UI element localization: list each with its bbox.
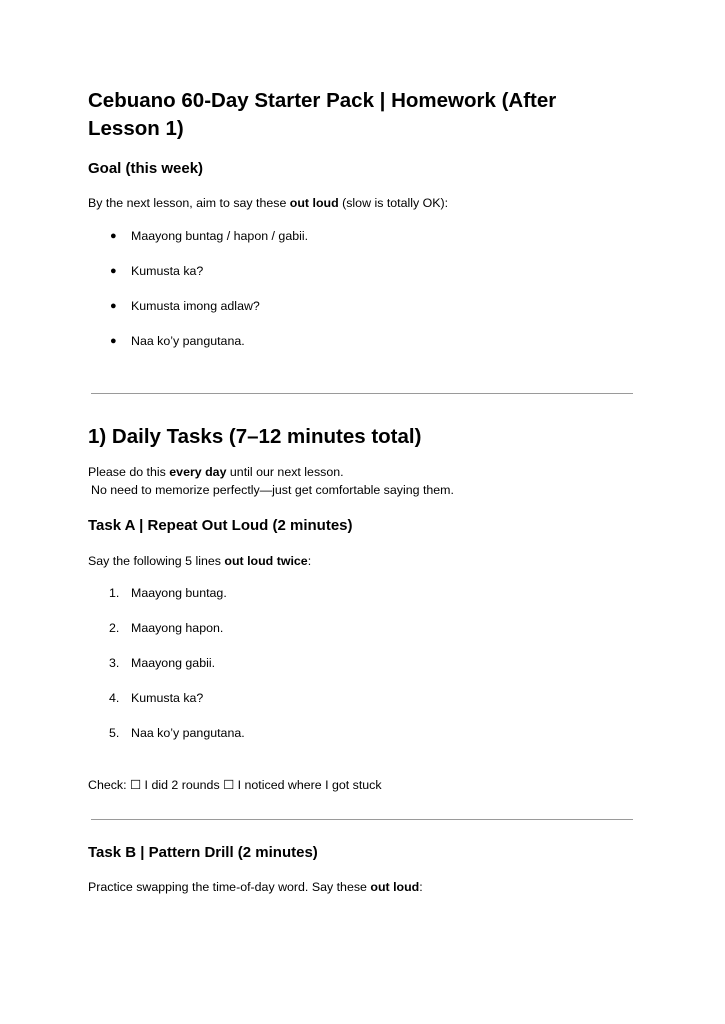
daily-intro-line-1: Please do this every day until our next lesson. <box>88 465 344 479</box>
daily-intro-line-2: No need to memorize perfectly—just get comfortable saying them. <box>91 483 454 497</box>
bullet-icon: ● <box>110 265 117 277</box>
task-a-check: Check: ☐ I did 2 rounds ☐ I noticed where I got stuck <box>88 778 382 792</box>
list-item: ● Kumusta ka? <box>110 264 204 278</box>
page-title <box>88 87 556 143</box>
list-item: 2. Maayong hapon. <box>109 621 224 635</box>
task-b-heading: Task B | Pattern Drill (2 minutes) <box>88 844 318 861</box>
task-a-heading: Task A | Repeat Out Loud (2 minutes) <box>88 517 353 534</box>
goal-list <box>88 227 648 350</box>
list-number: 3. <box>109 656 120 670</box>
section-divider <box>91 393 633 394</box>
bullet-icon: ● <box>110 300 117 312</box>
list-number: 5. <box>109 726 120 740</box>
list-number: 4. <box>109 691 120 705</box>
list-item: 4. Kumusta ka? <box>109 691 204 705</box>
task-b-intro: Practice swapping the time-of-day word. Say these out loud: <box>88 880 423 894</box>
goal-intro: By the next lesson, aim to say these out loud (slow is totally OK): <box>88 196 449 210</box>
list-item: 1. Maayong buntag. <box>109 586 227 600</box>
task-a-intro: Say the following 5 lines out loud twice: <box>88 554 312 568</box>
task-a-list <box>88 584 648 742</box>
page-title-line-2: Lesson 1) <box>88 117 184 140</box>
list-item: 3. Maayong gabii. <box>109 656 216 670</box>
list-item: ● Naa ko’y pangutana. <box>110 334 245 348</box>
list-item: 5. Naa ko’y pangutana. <box>109 726 245 740</box>
bullet-icon: ● <box>110 230 117 242</box>
list-number: 1. <box>109 586 120 600</box>
goal-heading: Goal (this week) <box>88 160 204 177</box>
section-divider <box>91 819 633 820</box>
list-item: ● Kumusta imong adlaw? <box>110 299 260 313</box>
list-number: 2. <box>109 621 120 635</box>
page-title-line-1: Cebuano 60-Day Starter Pack | Homework (After <box>88 89 557 112</box>
daily-tasks-heading: 1) Daily Tasks (7–12 minutes total) <box>88 425 422 448</box>
bullet-icon: ● <box>110 335 117 347</box>
list-item: ● Maayong buntag / hapon / gabii. <box>110 229 309 243</box>
